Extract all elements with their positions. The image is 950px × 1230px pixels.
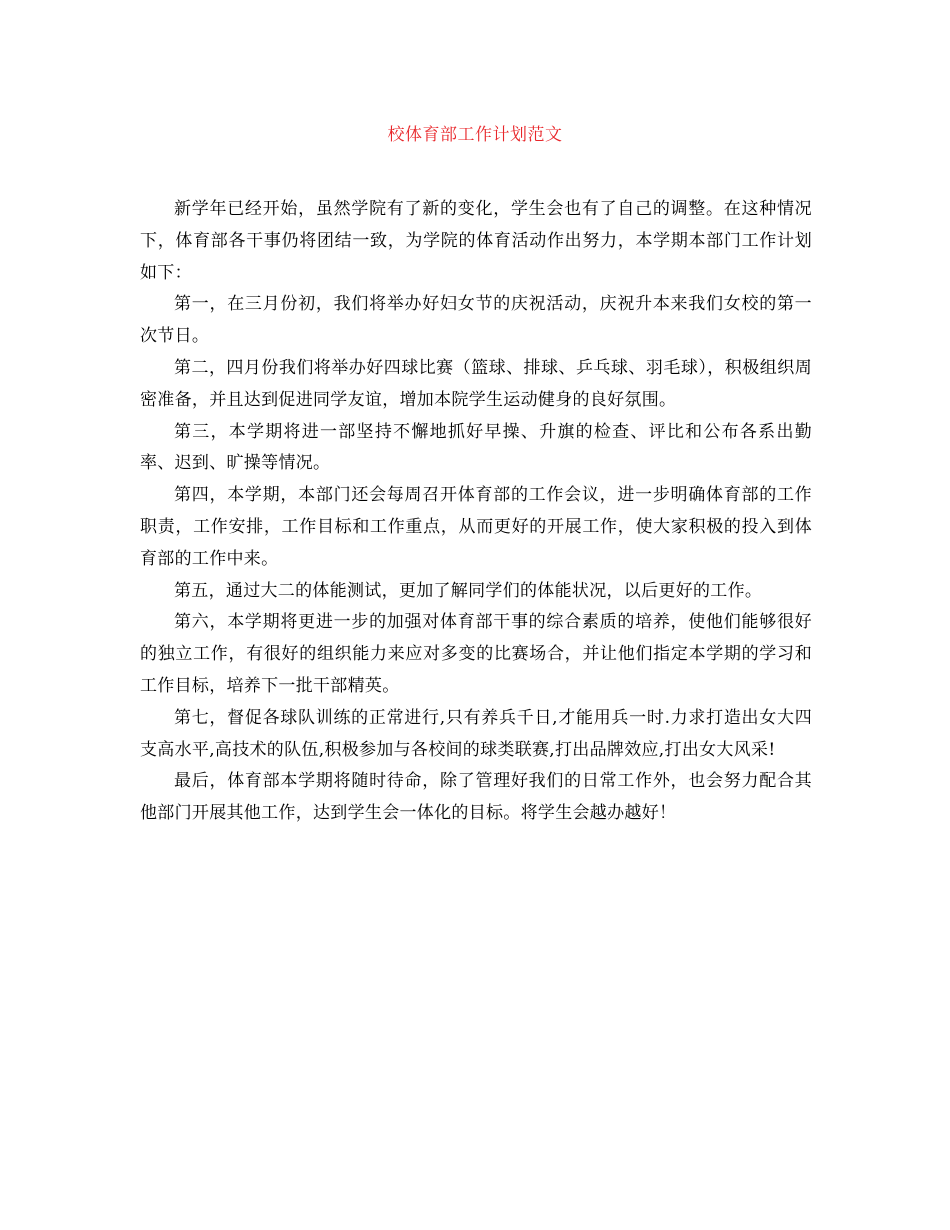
- paragraph-third: 第三，本学期将进一部坚持不懈地抓好早操、升旗的检查、评比和公布各系出勤率、迟到、旷操等情况。: [140, 421, 812, 474]
- paragraph-first: 第一，在三月份初，我们将举办好妇女节的庆祝活动，庆祝升本来我们女校的第一次节日。: [140, 294, 812, 347]
- paragraph-second: 第二，四月份我们将举办好四球比赛（篮球、排球、乒乓球、羽毛球），积极组织周密准备，并且达到促进同学友谊，增加本院学生运动健身的良好氛围。: [140, 357, 812, 410]
- paragraph-seventh: 第七，督促各球队训练的正常进行,只有养兵千日,才能用兵一时.力求打造出女大四支高水平,高技术的队伍,积极参加与各校间的球类联赛,打出品牌效应,打出女大风采!: [140, 707, 812, 760]
- paragraph-sixth: 第六，本学期将更进一步的加强对体育部干事的综合素质的培养，使他们能够很好的独立工作，有很好的组织能力来应对多变的比赛场合，并让他们指定本学期的学习和工作目标，培养下一批干部精英。: [140, 612, 812, 696]
- paragraph-fifth: 第五，通过大二的体能测试，更加了解同学们的体能状况，以后更好的工作。: [174, 580, 763, 601]
- document-title: 校体育部工作计划范文: [387, 125, 563, 145]
- paragraph-final: 最后，体育部本学期将随时待命，除了管理好我们的日常工作外，也会努力配合其他部门开展其他工作，达到学生会一体化的目标。将学生会越办越好！: [140, 771, 812, 824]
- paragraph-fourth: 第四，本学期，本部门还会每周召开体育部的工作会议，进一步明确体育部的工作职责，工作安排，工作目标和工作重点，从而更好的开展工作，使大家积极的投入到体育部的工作中来。: [140, 485, 812, 569]
- document-body: [140, 194, 812, 830]
- paragraph-intro: 新学年已经开始，虽然学院有了新的变化，学生会也有了自己的调整。在这种情况下，体育部各干事仍将团结一致，为学院的体育活动作出努力，本学期本部门工作计划如下：: [140, 199, 812, 283]
